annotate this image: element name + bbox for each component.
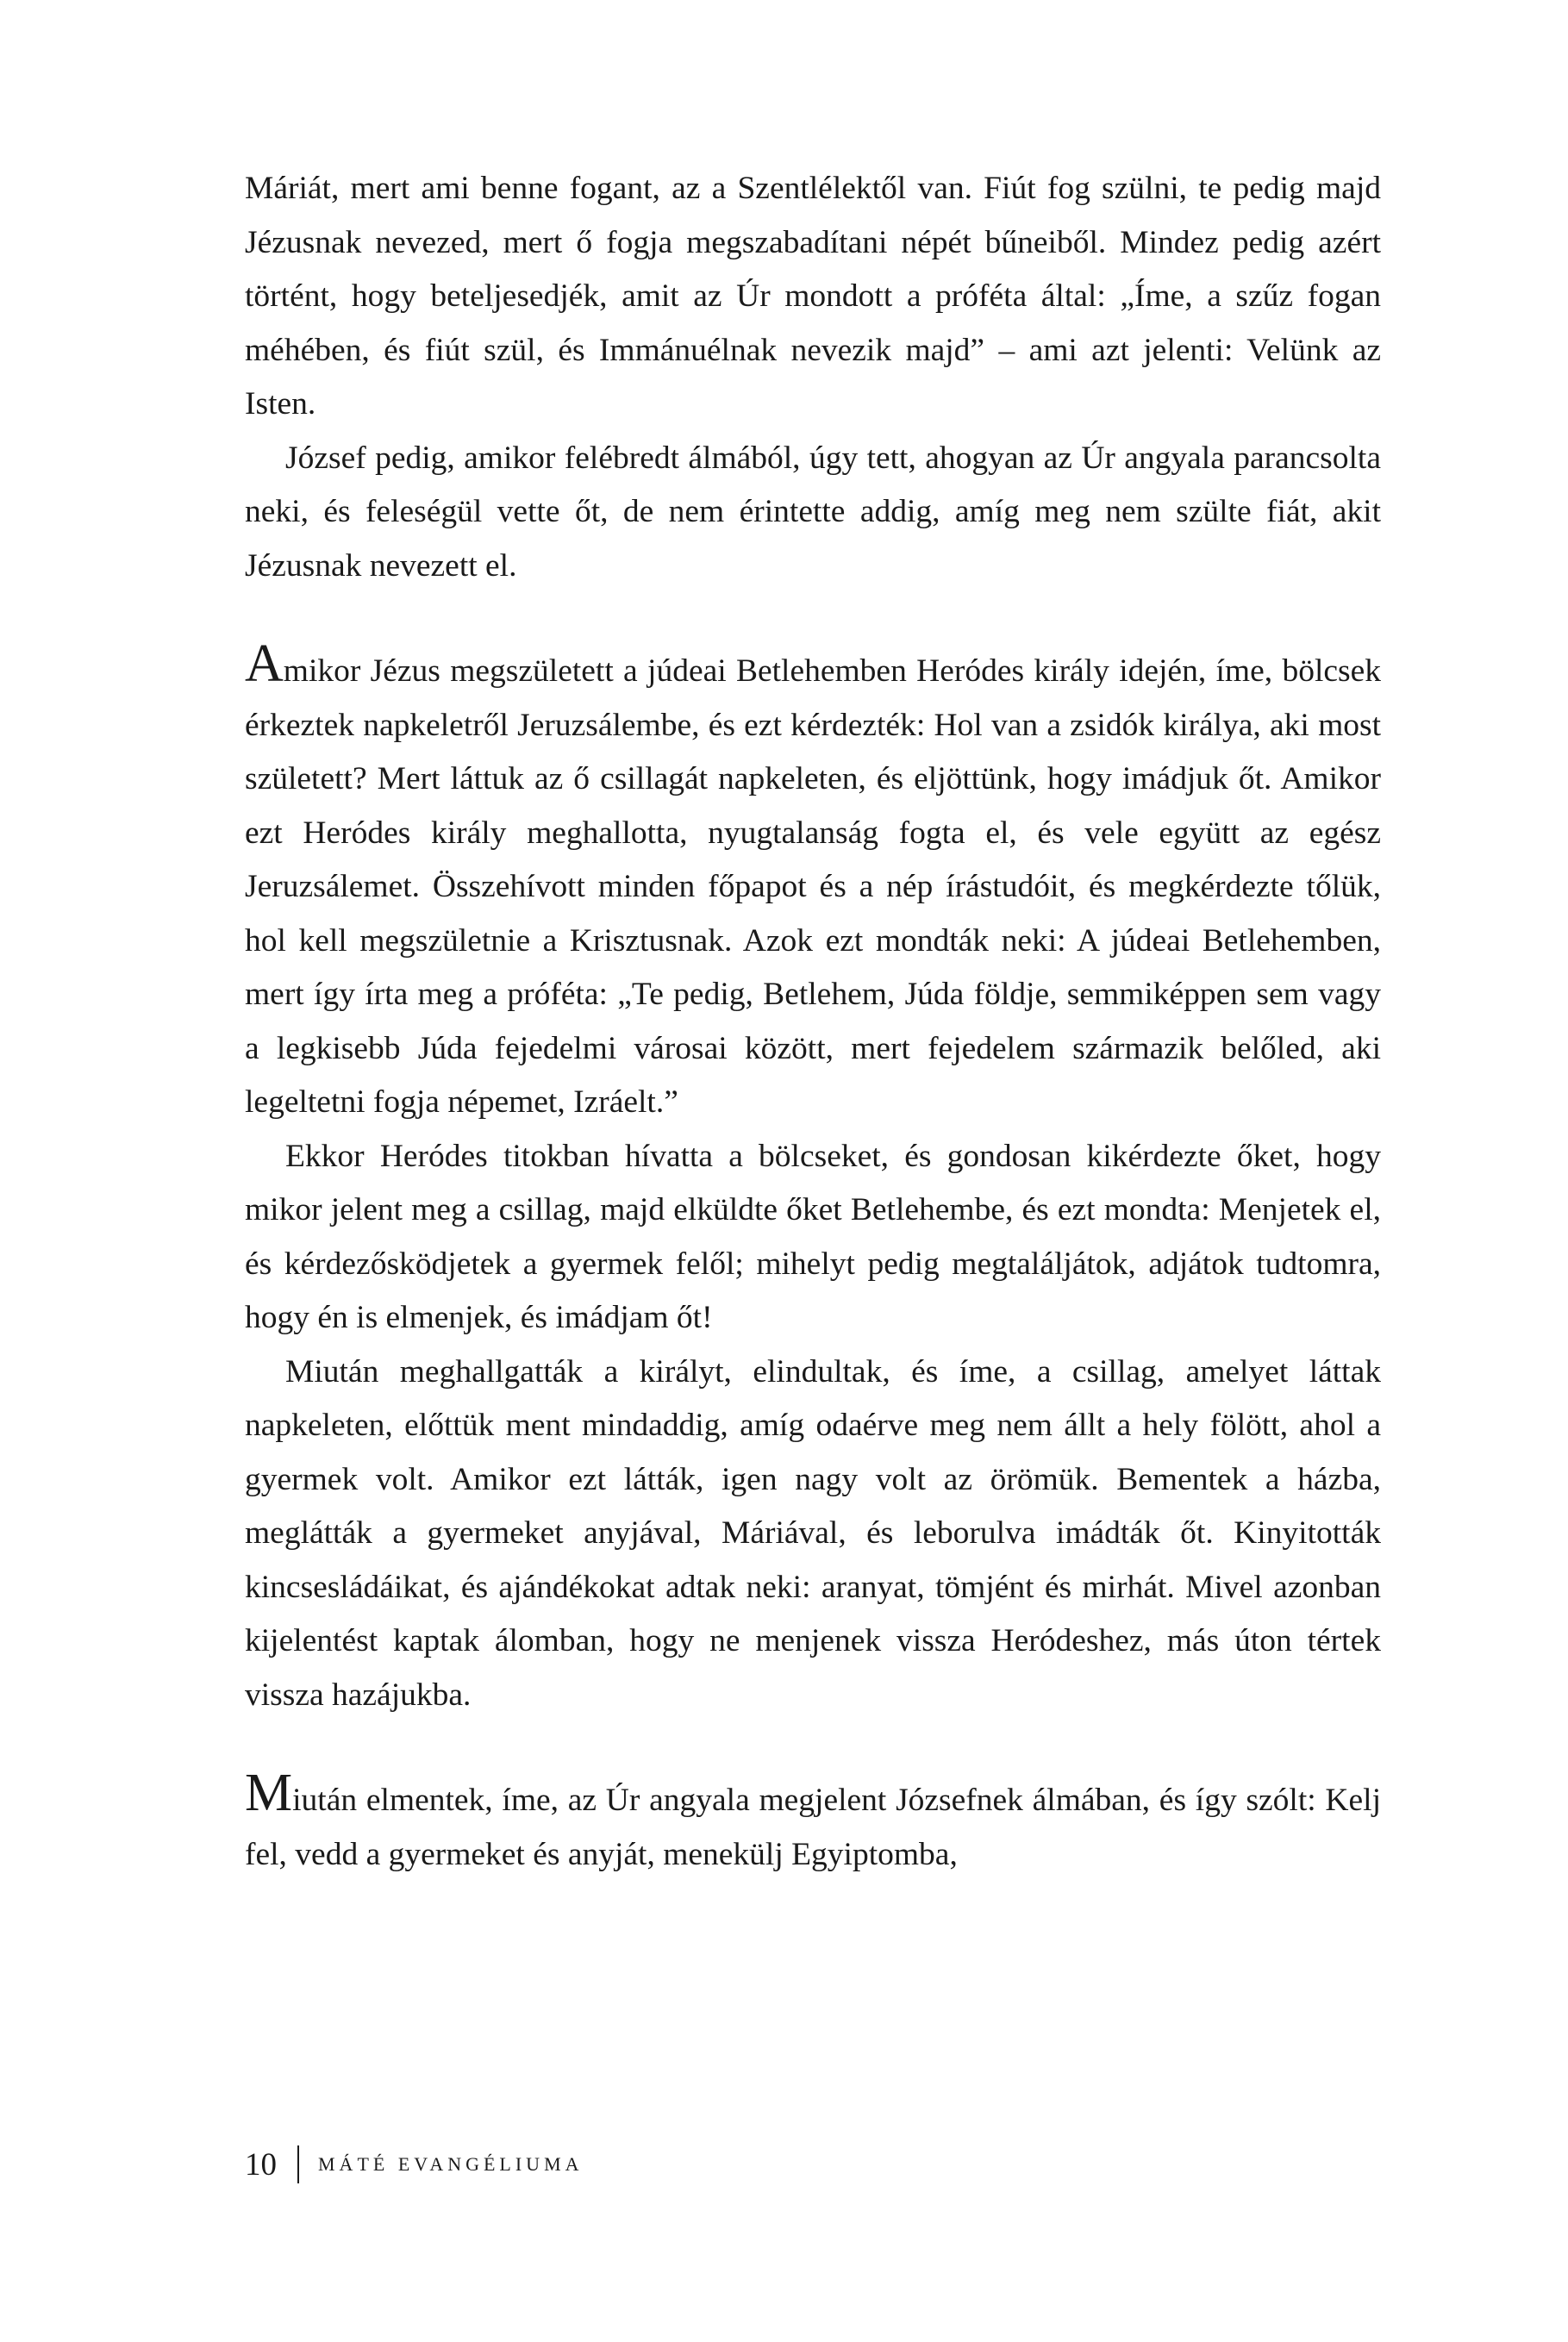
paragraph-joseph-obeys: József pedig, amikor felébredt álmából, úgy tett, ahogyan az Úr angyala parancsolta neki, és feleségül vette őt, de nem érintette addig, amíg meg nem szülte fiát, akit Jézusnak nevezett el. (245, 440, 1381, 584)
footer-divider (297, 2145, 299, 2183)
body-text (245, 162, 1381, 1882)
paragraph-wise-men-arrive (245, 634, 1381, 1130)
paragraph-herod-calls-wise-men: Ekkor Heródes titokban hívatta a bölcseket, és gondosan kikérdezte őket, hogy mikor jelent meg a csillag, majd elküldte őket Betlehembe, és ezt mondta: Menjetek el, és kérdezősködjetek a gyermek felől; mihelyt pedig megtaláljátok, adjátok tudtomra, hogy én is elmenjek, és imádjam őt! (245, 1138, 1381, 1335)
paragraph-star-guides: Miután meghallgatták a királyt, elindultak, és íme, a csillag, amelyet láttak napkeleten, előttük ment mindaddig, amíg odaérve meg nem állt a hely fölött, ahol a gyermek volt. Amikor ezt látták, igen nagy volt az örömük. Bementek a házba, meglátták a gyermeket anyjával, Máriával, és leborulva imádták őt. Kinyitották kincsesládáikat, és ajándékokat adtak neki: aranyat, tömjént és mirhát. Mivel azonban kijelentést kaptak álomban, hogy ne menjenek vissza Heródeshez, más úton tértek vissza hazájukba. (245, 1353, 1381, 1713)
section-gap (245, 1722, 1381, 1774)
paragraph-continuation: Máriát, mert ami benne fogant, az a Szentlélektől van. Fiút fog szülni, te pedig majd Jézusnak nevezed, mert ő fogja megszabadítani népét bűneiből. Mindez pedig azért történt, hogy beteljesedjék, amit az Úr mondott a próféta által: „Íme, a szűz fogan méhében, és fiút szül, és Immánuélnak nevezik majd” – ami azt jelenti: Velünk az Isten. (245, 171, 1381, 422)
drop-cap-initial: M (245, 1764, 293, 1822)
page-footer (245, 2143, 584, 2186)
page-number: 10 (245, 2146, 277, 2183)
paragraph-text: iután elmentek, íme, az Úr angyala megjelent Józsefnek álmában, és így szólt: Kelj fel, vedd a gyermeket és anyját, menekülj Egyiptomba, (245, 1783, 1381, 1872)
drop-cap-initial: A (245, 634, 284, 693)
paragraph-text: mikor Jézus megszületett a júdeai Betlehemben Heródes király idején, íme, bölcsek érkeztek napkeletről Jeruzsálembe, és ezt kérdezték: Hol van a zsidók királya, aki most született? Mert láttuk az ő csillagát napkeleten, és eljöttünk, hogy imádjuk őt. Amikor ezt Heródes király meghallotta, nyugtalanság fogta el, és vele együtt az egész Jeruzsálemet. Összehívott minden főpapot és a nép írástudóit, és megkérdezte tőlük, hol kell megszületnie a Krisztusnak. Azok ezt mondták neki: A júdeai Betlehemben, mert így írta meg a próféta: „Te pedig, Betlehem, Júda földje, semmiképpen sem vagy a legkisebb Júda fejedelmi városai között, mert fejedelem származik belőled, aki legeltetni fogja népemet, Izráelt.” (245, 653, 1381, 1120)
running-title: MÁTÉ EVANGÉLIUMA (318, 2153, 584, 2175)
paragraph-flight-to-egypt (245, 1764, 1381, 1882)
section-gap (245, 593, 1381, 645)
